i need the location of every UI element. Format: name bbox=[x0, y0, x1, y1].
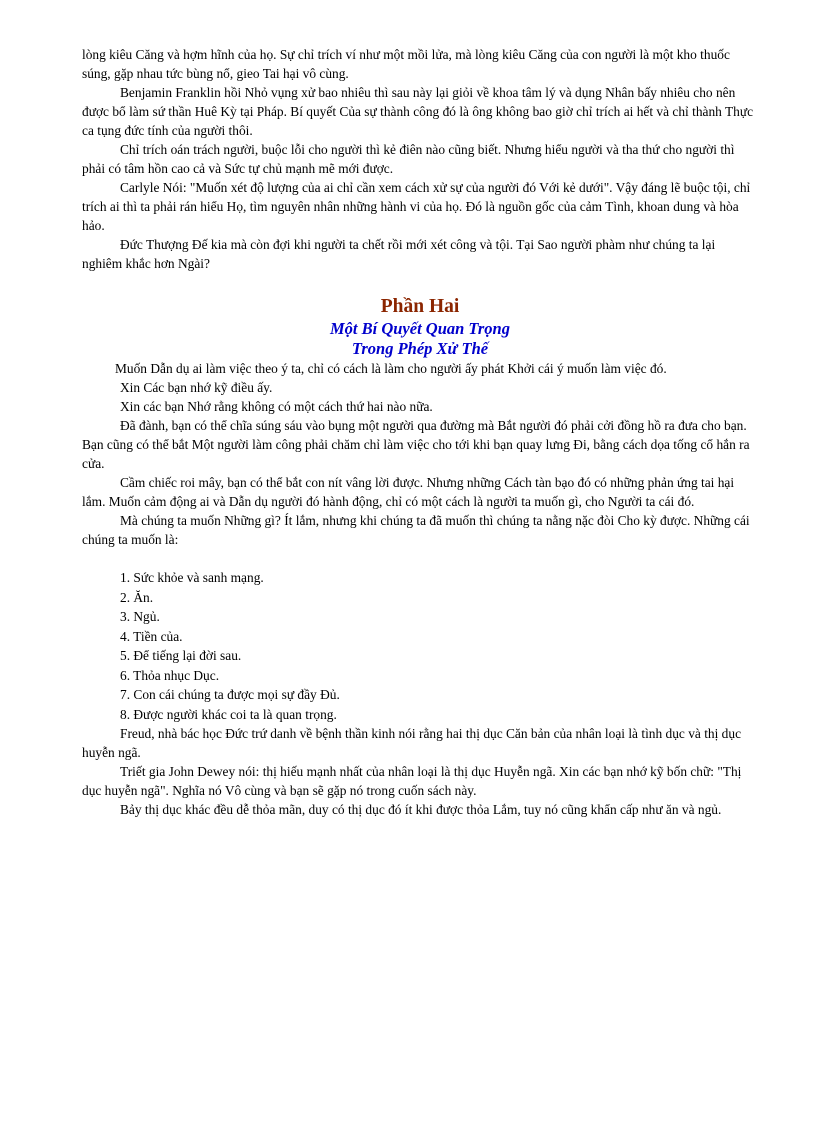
wants-list bbox=[82, 568, 758, 724]
section-subheading-line-2: Trong Phép Xử Thế bbox=[351, 339, 489, 358]
paragraph-seven-desires: Bảy thị dục khác đều dễ thỏa mãn, duy có thị dục đó ít khi được thỏa Lắm, tuy nó cũng khẩn cấp như ăn và ngủ. bbox=[120, 802, 722, 817]
list-item: 4. Tiền của. bbox=[120, 628, 183, 644]
paragraph-cane: Cầm chiếc roi mây, bạn có thể bắt con nít vâng lời được. Nhưng những Cách tàn bạo đó có những phản ứng tai hại lắm. Muốn cảm động ai và Dẫn dụ người đó hành động, chỉ có một cách là người ta muốn gì, cho Người ta cái đó. bbox=[82, 475, 735, 509]
list-item: 3. Ngủ. bbox=[120, 609, 160, 624]
document-page bbox=[82, 45, 758, 819]
paragraph-intro-1: lòng kiêu Căng và hợm hĩnh của họ. Sự chỉ trích ví như một mồi lửa, mà lòng kiêu Căng của con người là một kho thuốc súng, gặp nhau tức bùng nổ, gieo Tai hại vô cùng. bbox=[82, 47, 730, 81]
list-item: 1. Sức khỏe và sanh mạng. bbox=[120, 570, 264, 585]
paragraph-force: Đã đành, bạn có thể chĩa súng sáu vào bụng một người qua đường mà Bắt người đó phải cởi đồng hồ ra đưa cho bạn. Bạn cũng có thể bắt Một người làm công phải chăm chỉ làm việc cho tới khi bạn quay lưng Đi, bằng cách dọa tống cổ hắn ra cửa. bbox=[82, 418, 750, 471]
paragraph-dewey: Triết gia John Dewey nói: thị hiếu mạnh nhất của nhân loại là thị dục Huyễn ngã. Xin các bạn nhớ kỹ bốn chữ: "Thị dục huyễn ngã". Nghĩa nó Vô cùng và bạn sẽ gặp nó trong cuốn sách này. bbox=[82, 764, 742, 798]
section-heading: Phần Hai bbox=[380, 296, 460, 317]
paragraph-remember: Xin Các bạn nhớ kỹ điều ấy. bbox=[120, 380, 273, 395]
paragraph-carlyle: Carlyle Nói: "Muốn xét độ lượng của ai chỉ cần xem cách xử sự của người đó Với kẻ dưới". Vậy đáng lẽ buộc tội, chỉ trích ai thì ta phải rán hiểu Họ, tìm nguyên nhân những hành vi của họ. Đó là nguồn gốc của cảm Tình, khoan dung và hòa hảo. bbox=[82, 180, 751, 233]
paragraph-lead: Muốn Dẫn dụ ai làm việc theo ý ta, chỉ có cách là làm cho người ấy phát Khởi cái ý muốn làm việc đó. bbox=[115, 361, 667, 376]
paragraph-freud: Freud, nhà bác học Đức trứ danh về bệnh thần kinh nói rằng hai thị dục Căn bản của nhân loại là tình dục và thị dục huyễn ngã. bbox=[82, 726, 742, 760]
list-item: 5. Để tiếng lại đời sau. bbox=[120, 648, 242, 663]
paragraph-franklin: Benjamin Franklin hồi Nhỏ vụng xử bao nhiêu thì sau này lại giỏi về khoa tâm lý và dụng Nhân bấy nhiêu cho nên được bổ làm sứ thần Huê Kỳ tại Pháp. Bí quyết Của sự thành công đó là ông không bao giờ chỉ trích ai hết và chỉ thành Thực ca tụng đức tính của người thôi. bbox=[82, 85, 754, 138]
paragraph-criticism: Chỉ trích oán trách người, buộc lỗi cho người thì kẻ điên nào cũng biết. Nhưng hiểu người và tha thứ cho người thì phải có tâm hồn cao cả và Sức tự chủ mạnh mẽ mới được. bbox=[82, 142, 735, 176]
list-item: 7. Con cái chúng ta được mọi sự đầy Đủ. bbox=[120, 687, 340, 702]
paragraph-what-we-want: Mà chúng ta muốn Những gì? Ít lắm, nhưng khi chúng ta đã muốn thì chúng ta nằng nặc đòi Cho kỳ được. Những cái chúng ta muốn là: bbox=[82, 513, 750, 547]
list-item: 8. Được người khác coi ta là quan trọng. bbox=[120, 706, 337, 722]
section-subheading-line-1: Một Bí Quyết Quan Trọng bbox=[329, 319, 510, 338]
list-item: 2. Ăn. bbox=[120, 589, 154, 605]
list-item: 6. Thỏa nhục Dục. bbox=[120, 667, 220, 683]
paragraph-god: Đức Thượng Đế kia mà còn đợi khi người ta chết rồi mới xét công và tội. Tại Sao người phàm như chúng ta lại nghiêm khắc hơn Ngài? bbox=[82, 237, 716, 271]
paragraph-no-other-way: Xin các bạn Nhớ rằng không có một cách thứ hai nào nữa. bbox=[120, 399, 433, 414]
